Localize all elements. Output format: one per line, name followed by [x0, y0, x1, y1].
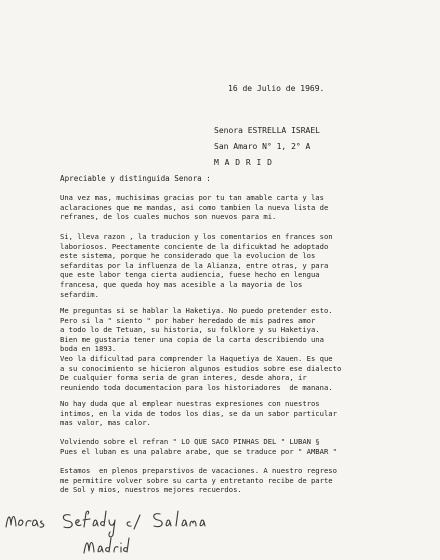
paragraph-line: laboriosos. Peectamente conciente de la dificuktad he adoptado	[60, 241, 329, 251]
paragraph-line: Si, lleva razon , la traducion y los comentarios en frances son	[60, 232, 333, 241]
paragraph-line: No hay duda que al emplear nuestras expresiones con nuestros	[60, 399, 320, 408]
paragraph-line: sefarditas por la influenza de la Alianza, entre otras, y para	[60, 260, 329, 270]
paragraph-line: aclaraciones que me mandas, asi como tambien la nueva lista de	[60, 202, 329, 212]
paragraph-line: a su conocimiento se hicieron algunos estudios sobre ese dialecto	[60, 363, 342, 373]
recipient-name: Senora ESTRELLA ISRAEL	[214, 126, 320, 135]
recipient-city: M A D R I D	[214, 158, 273, 167]
paragraph-line: me permitire volver sobre su carta y entretanto recibe de parte	[60, 475, 333, 485]
paragraph-line: sefardim.	[60, 289, 99, 299]
paragraph-line: de Sol y mios, nuestros mejores recuerdos.	[60, 485, 242, 495]
paragraph-line: Pues el luban es una palabre arabe, que se traduce por " AMBAR "	[60, 446, 337, 456]
paragraph-line: Veo la dificultad para comprender la Haquetiya de Xauen. Es que	[60, 353, 333, 363]
paragraph-line: este sistema, porque he considerado que la evolucion de los	[60, 251, 316, 261]
greeting: Apreciable y distinguida Senora :	[60, 174, 211, 183]
paragraph-line: a todo lo de Tetuan, su historia, su folklore y su Haketiya.	[60, 325, 320, 335]
paragraph-line: Bien me gustaria tener una copia de la carta describiendo una	[60, 334, 324, 344]
paragraph-2	[60, 232, 432, 299]
paragraph-line: que este labor tenga cierta audiencia, fuese hecho en lengua	[60, 270, 320, 280]
paragraph-1	[60, 193, 432, 222]
paragraph-line: De cualquier forma seria de gran interes, desde ahora, ir	[60, 373, 307, 383]
paragraph-4	[60, 399, 432, 428]
letter-date: 16 de Julio de 1969.	[228, 84, 325, 93]
handwritten-note	[0, 505, 250, 560]
paragraph-line: refranes, de los cuales muchos son nuevos para mi.	[60, 212, 277, 222]
paragraph-line: Estamos en plenos preparstivos de vacaciones. A nuestro regreso	[60, 466, 337, 475]
paragraph-line: Pero si la " siento " por haber heredado de mis padres amor	[60, 315, 316, 325]
paragraph-line: Me preguntas si se hablar la Haketiya. No puedo pretender esto.	[60, 306, 333, 315]
paragraph-line: mas valor, mas calor.	[60, 418, 151, 428]
paragraph-line: intimos, en la vida de todos los dias, se da un sabor particular	[60, 408, 337, 418]
paragraph-5	[60, 437, 432, 456]
paragraph-6	[60, 466, 432, 495]
recipient-street: San Amaro N° 1, 2° A	[214, 142, 311, 151]
paragraph-line: Una vez mas, muchisimas gracias por tu tan amable carta y las	[60, 193, 324, 202]
paragraph-line: boda en 1893.	[60, 344, 117, 354]
paragraph-line: reuniendo toda documentacion para los historiadores de manana.	[60, 382, 333, 392]
paragraph-line: Volviendo sobre el refran " LO QUE SACO PINHAS DEL " LUBAN §	[60, 437, 320, 446]
paragraph-line: francesa, que queda hoy mas acesible a la mayoria de los	[60, 279, 303, 289]
paragraph-3	[60, 306, 432, 392]
